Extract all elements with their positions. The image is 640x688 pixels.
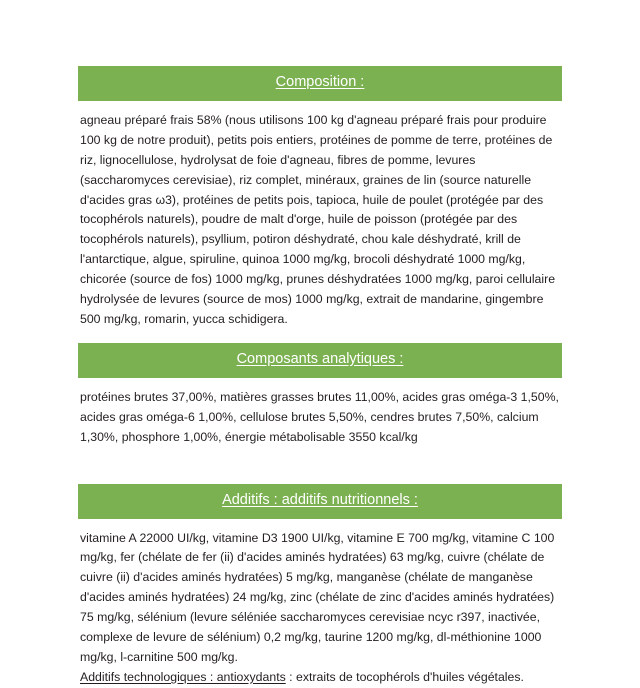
section-body-additifs [78,519,562,688]
section-heading-composants-analytiques [78,343,562,378]
section-heading-composition [78,66,562,101]
document-content [78,66,562,688]
section-composition [78,66,562,330]
section-body-additifs-text: vitamine A 22000 UI/kg, vitamine D3 1900 UI/kg, vitamine E 700 mg/kg, vitamine C 100 mg/kg, fer (chélate de fer (ii) d'acides aminés hydratées) 63 mg/kg, cuivre (chélate de cuivre (ii) d'acides aminés hydratées) 5 mg/kg, manganèse (chélate de manganèse d'acides aminés hydratées) 24 mg/kg, zinc (chélate de zinc d'acides aminés hydratées) 75 mg/kg, sélénium (levure séléniée saccharomyces cerevisiae ncyc r397, inactivée, complexe de levure de sélénium) 0,2 mg/kg, taurine 1200 mg/kg, dl-méthionine 1000 mg/kg, l-carnitine 500 mg/kg. [80,530,555,664]
section-heading-additifs-label: Additifs : additifs nutritionnels : [222,491,418,508]
section-additifs [78,484,562,688]
section-heading-composition-label: Composition : [275,74,365,90]
section-heading-additifs [78,484,562,519]
additifs-technologiques-lead: Additifs technologiques : antioxydants [80,669,286,684]
additifs-technologiques-rest: : extraits de tocophérols d'huiles végétales. [285,669,524,684]
section-body-composition: agneau préparé frais 58% (nous utilisons 100 kg d'agneau préparé frais pour produire 100 kg de notre produit), petits pois entiers, protéines de pomme de terre, protéines de riz, lignocellulose, hydrolysat de foie d'agneau, fibres de pomme, levures (saccharomyces cerevisiae), riz complet, minéraux, graines de lin (source naturelle d'acides gras ω3), protéines de petits pois, tapioca, huile de poulet (protégée par des tocophérols naturels), poudre de malt d'orge, huile de poisson (protégée par des tocophérols naturels), psyllium, potiron déshydraté, chou kale déshydraté, krill de l'antarctique, algue, spiruline, quinoa 1000 mg/kg, brocoli déshydraté 1000 mg/kg, chicorée (source de fos) 1000 mg/kg, prunes déshydratées 1000 mg/kg, paroi cellulaire hydrolysée de levures (source de mos) 1000 mg/kg, extrait de mandarine, gingembre 500 mg/kg, romarin, yucca schidigera. [80,112,556,326]
section-composants-analytiques [78,343,562,448]
spacer-2 [78,448,562,484]
section-body-composants-analytiques: protéines brutes 37,00%, matières grasses brutes 11,00%, acides gras oméga-3 1,50%, acides gras oméga-6 1,00%, cellulose brutes 5,50%, cendres brutes 7,50%, calcium 1,30%, phosphore 1,00%, énergie métabolisable 3550 kcal/kg [80,389,559,444]
spacer-1 [78,330,562,343]
section-heading-composants-analytiques-label: Composants analytiques : [236,350,404,367]
